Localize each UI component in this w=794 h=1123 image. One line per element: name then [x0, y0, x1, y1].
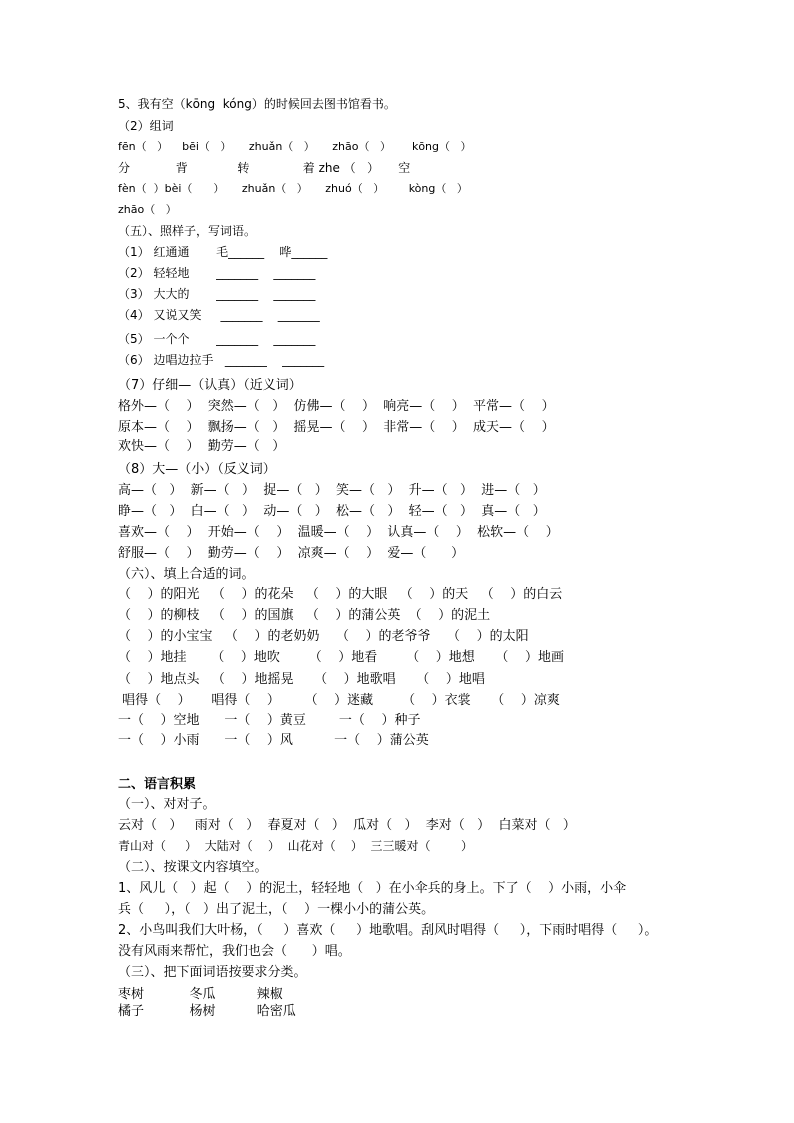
- fill-word-row: 一（ ）小雨 一（ ）风 一（ ）蒲公英: [118, 733, 429, 748]
- exercise-line: （2） 轻轻地 _______ _______: [118, 266, 316, 280]
- word-group-row: 橘子 杨树 哈密瓜: [118, 1004, 296, 1019]
- pinyin-row: fēn（ ） bēi（ ） zhuǎn（ ） zhāo（ ） kōng（ ）: [118, 140, 472, 153]
- couplet-row: 云对（ ） 雨对（ ） 春夏对（ ） 瓜对（ ） 李对（ ） 白菜对（ ）: [118, 818, 576, 833]
- exercise-line: （3） 大大的 _______ _______: [118, 287, 316, 301]
- subsection-heading-zuci: （2）组词: [118, 119, 174, 133]
- fill-blank-paragraph-line: 没有风雨来帮忙，我们也会（ ）唱。: [118, 944, 351, 959]
- antonym-row: 高—（ ） 新—（ ） 捉—（ ） 笑—（ ） 升—（ ） 进—（ ）: [118, 483, 546, 498]
- fill-word-row: （ ）的小宝宝 （ ）的老奶奶 （ ）的老爷爷 （ ）的太阳: [118, 629, 529, 644]
- part-heading-yuyan-jilei: 二、语言积累: [118, 777, 197, 792]
- pinyin-row: fèn（ ）bèi（ ） zhuǎn（ ） zhuó（ ） kòng（ ）: [118, 182, 468, 195]
- fill-word-row: （ ）地挂 （ ）地吹 （ ）地看 （ ）地想 （ ）地画: [118, 650, 564, 665]
- exercise-line: （5） 一个个 _______ _______: [118, 332, 316, 346]
- exercise-line: （1） 红通通 毛______ 哗______: [118, 245, 328, 259]
- fill-word-row: 唱得（ ） 唱得（ ） （ ）迷藏 （ ）衣裳 （ ）凉爽: [118, 693, 560, 708]
- synonym-row: 欢快—（ ） 勤劳—（ ）: [118, 439, 286, 454]
- antonym-row: 喜欢—（ ） 开始—（ ） 温暖—（ ） 认真—（ ） 松软—（ ）: [118, 525, 559, 540]
- section-heading-fenlei: （三）、把下面词语按要求分类。: [118, 965, 307, 980]
- fill-word-row: （ ）的阳光 （ ）的花朵 （ ）的大眼 （ ）的天 （ ）的白云: [118, 587, 563, 602]
- question-5-line: 5、我有空（kōng kóng）的时候回去图书馆看书。: [118, 97, 396, 111]
- character-row: 分 背 转 着 zhe （ ） 空: [118, 161, 411, 175]
- section-heading-wu: （五）、照样子，写词语。: [118, 224, 257, 238]
- fill-word-row: （ ）的柳枝 （ ）的国旗 （ ）的蒲公英 （ ）的泥土: [118, 608, 491, 623]
- antonym-heading: （8）大—（小）（反义词）: [118, 462, 276, 477]
- fill-blank-paragraph-line: 2、小鸟叫我们大叶杨，（ ）喜欢（ ）地歌唱。刮风时唱得（ ），下雨时唱得（ ）。: [118, 923, 658, 938]
- section-heading-tiankong: （二）、按课文内容填空。: [118, 860, 268, 875]
- section-heading-liu: （六）、填上合适的词。: [118, 567, 255, 582]
- exercise-line: （4） 又说又笑 _______ _______: [118, 308, 320, 322]
- fill-blank-paragraph-line: 兵（ ），（ ）出了泥土，（ ）一棵小小的蒲公英。: [118, 902, 435, 917]
- word-group-row: 枣树 冬瓜 辣椒: [118, 987, 283, 1002]
- synonym-row: 格外—（ ） 突然—（ ） 仿佛—（ ） 响亮—（ ） 平常—（ ）: [118, 399, 555, 414]
- antonym-row: 舒服—（ ） 勤劳—（ ） 凉爽—（ ） 爱—（ ）: [118, 546, 465, 561]
- fill-word-row: 一（ ）空地 一（ ）黄豆 一（ ）种子: [118, 713, 421, 728]
- pinyin-row: zhāo（ ）: [118, 203, 177, 216]
- synonym-heading: （7）仔细—（认真）（近义词）: [118, 378, 302, 393]
- exercise-line: （6） 边唱边拉手 _______ _______: [118, 353, 325, 367]
- fill-blank-paragraph-line: 1、风儿（ ）起（ ）的泥土，轻轻地（ ）在小伞兵的身上。下了（ ）小雨，小伞: [118, 881, 627, 896]
- couplet-row: 青山对（ ） 大陆对（ ） 山花对（ ） 三三暖对（ ）: [118, 839, 473, 853]
- synonym-row: 原本—（ ） 飘扬—（ ） 摇晃—（ ） 非常—（ ） 成天—（ ）: [118, 420, 555, 435]
- section-heading-duiduizi: （一）、对对子。: [118, 797, 216, 812]
- fill-word-row: （ ）地点头 （ ）地摇晃 （ ）地歌唱 （ ）地唱: [118, 672, 485, 687]
- antonym-row: 睁—（ ） 白—（ ） 动—（ ） 松—（ ） 轻—（ ） 真—（ ）: [118, 504, 546, 519]
